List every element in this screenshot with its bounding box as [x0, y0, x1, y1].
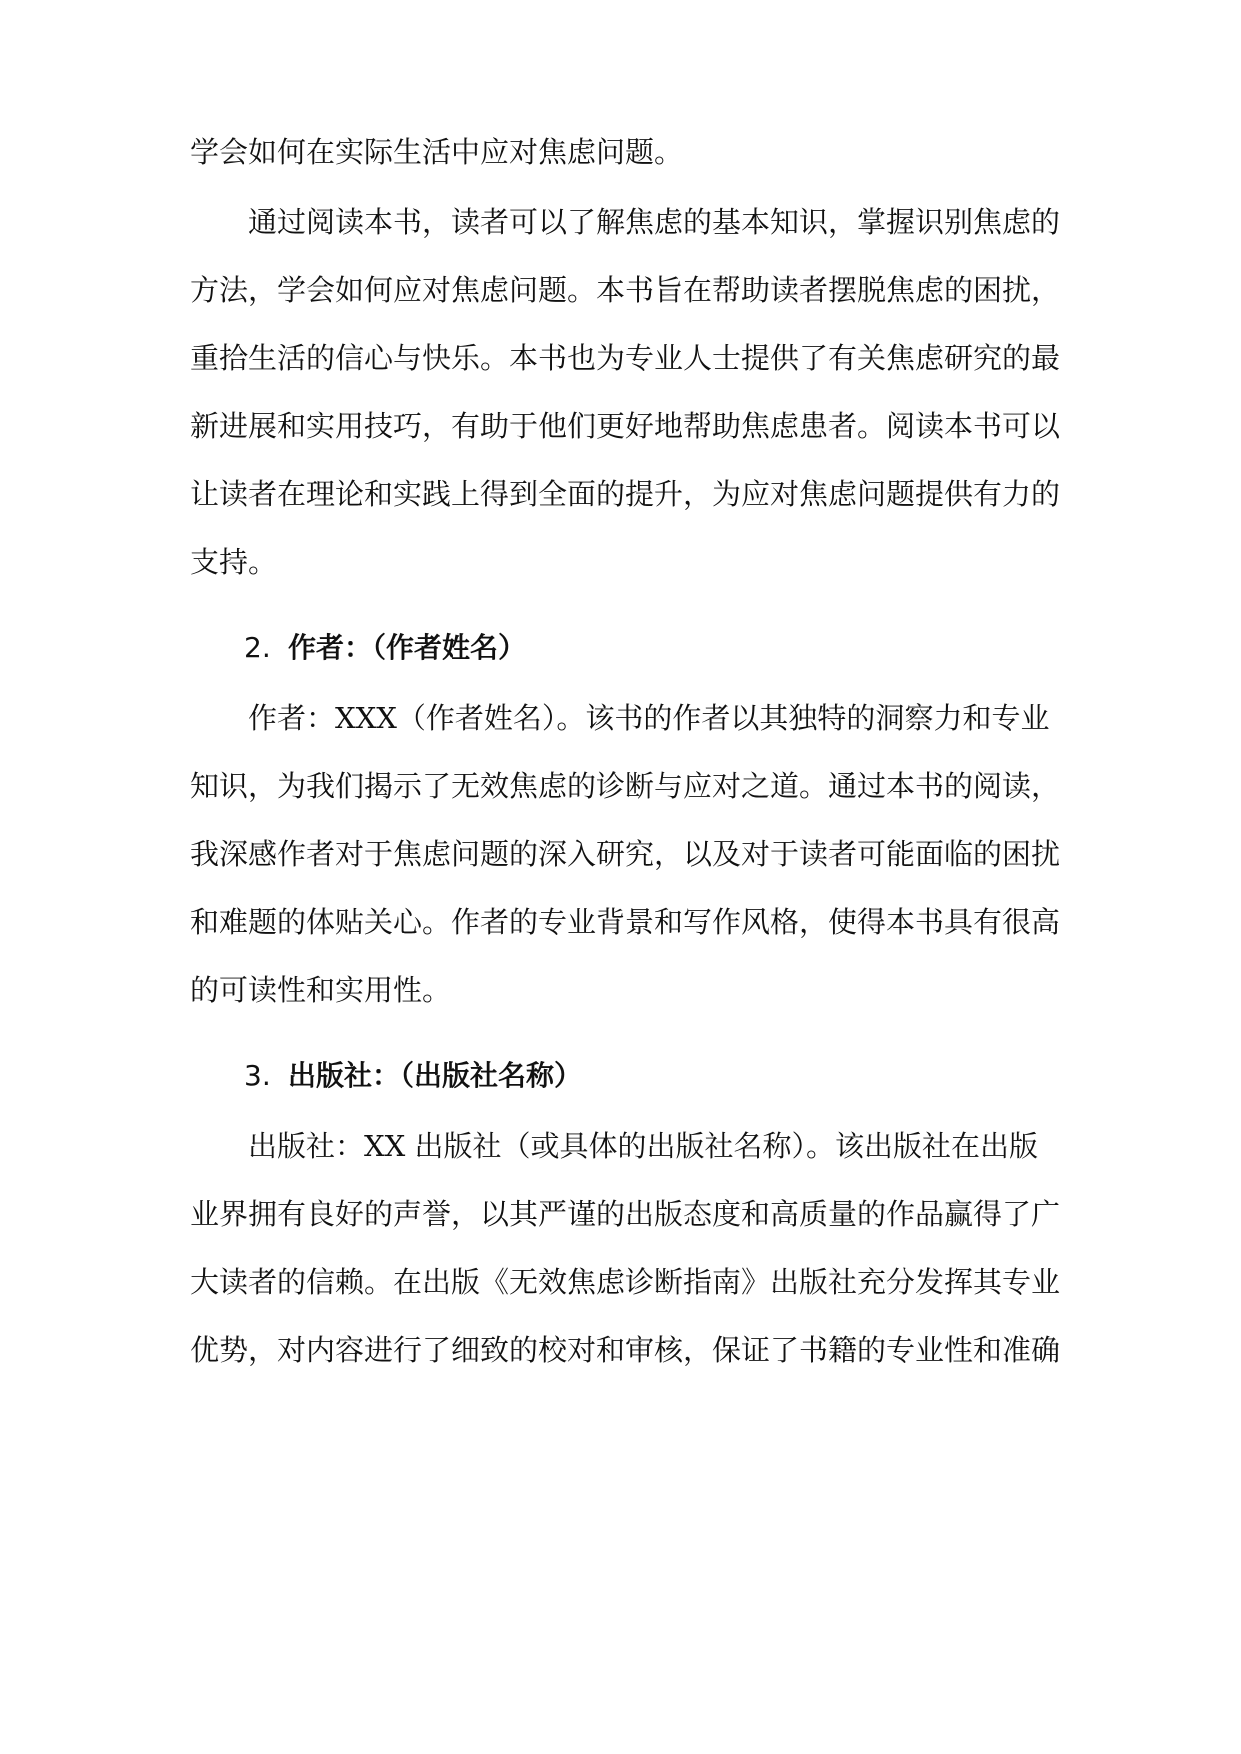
paragraph-line: 的可读性和实用性。	[190, 973, 452, 1007]
paragraph-line: 学会如何在实际生活中应对焦虑问题。	[190, 135, 684, 169]
paragraph-line: 出版社：XX 出版社（或具体的出版社名称）。该出版社在出版	[248, 1129, 1039, 1163]
paragraph-line: 知识，为我们揭示了无效焦虑的诊断与应对之道。通过本书的阅读，	[190, 769, 1061, 803]
section-number: 2.	[244, 631, 271, 664]
paragraph-line: 优势，对内容进行了细致的校对和审核，保证了书籍的专业性和准确	[190, 1333, 1061, 1367]
paragraph-line: 我深感作者对于焦虑问题的深入研究，以及对于读者可能面临的困扰	[190, 837, 1061, 871]
paragraph-line: 大读者的信赖。在出版《无效焦虑诊断指南》出版社充分发挥其专业	[190, 1265, 1061, 1299]
section-heading	[244, 623, 526, 673]
paragraph-line: 让读者在理论和实践上得到全面的提升，为应对焦虑问题提供有力的	[190, 477, 1061, 511]
section-number: 3.	[244, 1059, 271, 1092]
section-title: 出版社：（出版社名称）	[288, 1059, 583, 1092]
section-heading	[244, 1051, 582, 1101]
paragraph-line: 业界拥有良好的声誉，以其严谨的出版态度和高质量的作品赢得了广	[190, 1197, 1061, 1231]
paragraph-line: 通过阅读本书，读者可以了解焦虑的基本知识，掌握识别焦虑的	[248, 205, 1061, 239]
paragraph-line: 作者：XXX（作者姓名）。该书的作者以其独特的洞察力和专业	[248, 701, 1050, 735]
paragraph-line: 新进展和实用技巧，有助于他们更好地帮助焦虑患者。阅读本书可以	[190, 409, 1061, 443]
section-title: 作者：（作者姓名）	[288, 631, 527, 664]
paragraph-line: 和难题的体贴关心。作者的专业背景和写作风格，使得本书具有很高	[190, 905, 1061, 939]
paragraph-line: 重拾生活的信心与快乐。本书也为专业人士提供了有关焦虑研究的最	[190, 341, 1061, 375]
paragraph-line: 支持。	[190, 545, 278, 579]
paragraph-line: 方法，学会如何应对焦虑问题。本书旨在帮助读者摆脱焦虑的困扰，	[190, 273, 1061, 307]
